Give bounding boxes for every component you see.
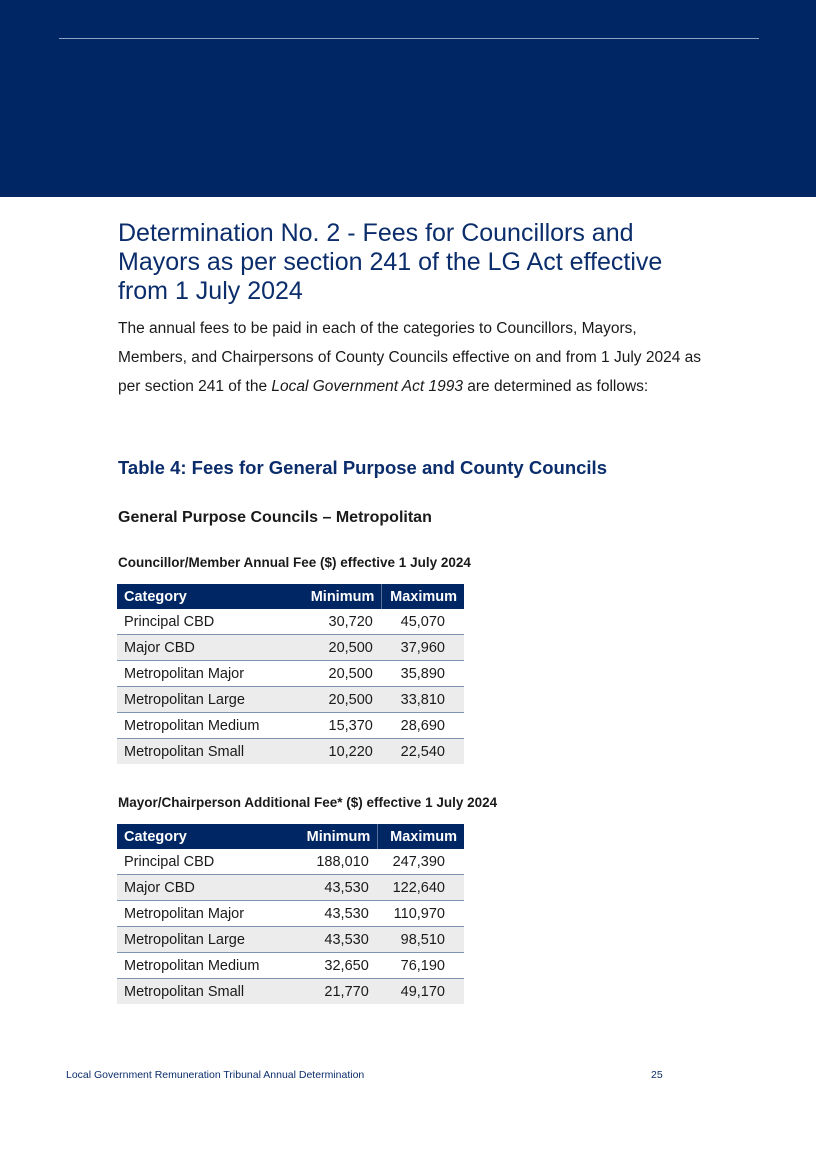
column-header-category: Category xyxy=(117,584,303,609)
category-cell: Metropolitan Major xyxy=(117,901,295,927)
category-cell: Metropolitan Small xyxy=(117,739,303,765)
category-cell: Major CBD xyxy=(117,635,303,661)
table-header-row xyxy=(117,824,464,849)
column-header-category: Category xyxy=(117,824,295,849)
column-header-maximum: Maximum xyxy=(382,584,464,609)
category-cell: Metropolitan Small xyxy=(117,979,295,1005)
minimum-cell: 20,500 xyxy=(303,635,382,661)
column-header-minimum: Minimum xyxy=(303,584,382,609)
act-name: Local Government Act 1993 xyxy=(271,378,463,395)
table-header-row xyxy=(117,584,464,609)
councillor-fee-table xyxy=(117,584,464,764)
mayor-fee-table xyxy=(117,824,464,1004)
maximum-cell: 49,170 xyxy=(378,979,464,1005)
table-row xyxy=(117,927,464,953)
maximum-cell: 33,810 xyxy=(382,687,464,713)
category-cell: Metropolitan Large xyxy=(117,687,303,713)
table-row xyxy=(117,687,464,713)
banner-divider xyxy=(59,38,759,39)
councillor-fee-caption: Councillor/Member Annual Fee ($) effective 1 July 2024 xyxy=(118,555,471,570)
minimum-cell: 20,500 xyxy=(303,661,382,687)
minimum-cell: 43,530 xyxy=(295,927,378,953)
minimum-cell: 10,220 xyxy=(303,739,382,765)
table-row xyxy=(117,739,464,765)
minimum-cell: 188,010 xyxy=(295,849,378,875)
intro-text-end: are determined as follows: xyxy=(462,378,649,395)
category-cell: Metropolitan Medium xyxy=(117,713,303,739)
table-row xyxy=(117,661,464,687)
category-cell: Principal CBD xyxy=(117,609,303,635)
maximum-cell: 247,390 xyxy=(378,849,464,875)
table-row xyxy=(117,713,464,739)
minimum-cell: 32,650 xyxy=(295,953,378,979)
mayor-fee-caption: Mayor/Chairperson Additional Fee* ($) effective 1 July 2024 xyxy=(118,795,498,810)
minimum-cell: 21,770 xyxy=(295,979,378,1005)
maximum-cell: 35,890 xyxy=(382,661,464,687)
column-header-maximum: Maximum xyxy=(378,824,464,849)
table-row xyxy=(117,875,464,901)
page-number: 25 xyxy=(651,1069,663,1081)
table-row xyxy=(117,849,464,875)
section-heading: General Purpose Councils – Metropolitan xyxy=(118,509,432,526)
page-title: Determination No. 2 - Fees for Councillors and Mayors as per section 241 of the LG Act effective from 1 July 2024 xyxy=(118,219,663,305)
maximum-cell: 28,690 xyxy=(382,713,464,739)
intro-text-start: The annual fees to be paid in each of the categories to Councillors, Mayors, Members, and Chairpersons of County Councils effective on and from 1 July 2024 as per section 241 of the xyxy=(118,320,701,395)
minimum-cell: 43,530 xyxy=(295,875,378,901)
table-row xyxy=(117,979,464,1005)
category-cell: Metropolitan Major xyxy=(117,661,303,687)
maximum-cell: 122,640 xyxy=(378,875,464,901)
table-row xyxy=(117,901,464,927)
maximum-cell: 37,960 xyxy=(382,635,464,661)
minimum-cell: 43,530 xyxy=(295,901,378,927)
maximum-cell: 110,970 xyxy=(378,901,464,927)
column-header-minimum: Minimum xyxy=(295,824,378,849)
table-heading: Table 4: Fees for General Purpose and County Councils xyxy=(118,457,607,478)
minimum-cell: 15,370 xyxy=(303,713,382,739)
table-row xyxy=(117,609,464,635)
table-row xyxy=(117,635,464,661)
maximum-cell: 76,190 xyxy=(378,953,464,979)
maximum-cell: 45,070 xyxy=(382,609,464,635)
maximum-cell: 98,510 xyxy=(378,927,464,953)
footer-title: Local Government Remuneration Tribunal Annual Determination xyxy=(66,1069,365,1081)
header-banner xyxy=(0,0,816,197)
category-cell: Principal CBD xyxy=(117,849,295,875)
category-cell: Metropolitan Large xyxy=(117,927,295,953)
minimum-cell: 20,500 xyxy=(303,687,382,713)
category-cell: Metropolitan Medium xyxy=(117,953,295,979)
category-cell: Major CBD xyxy=(117,875,295,901)
table-row xyxy=(117,953,464,979)
intro-paragraph xyxy=(118,314,708,401)
minimum-cell: 30,720 xyxy=(303,609,382,635)
maximum-cell: 22,540 xyxy=(382,739,464,765)
